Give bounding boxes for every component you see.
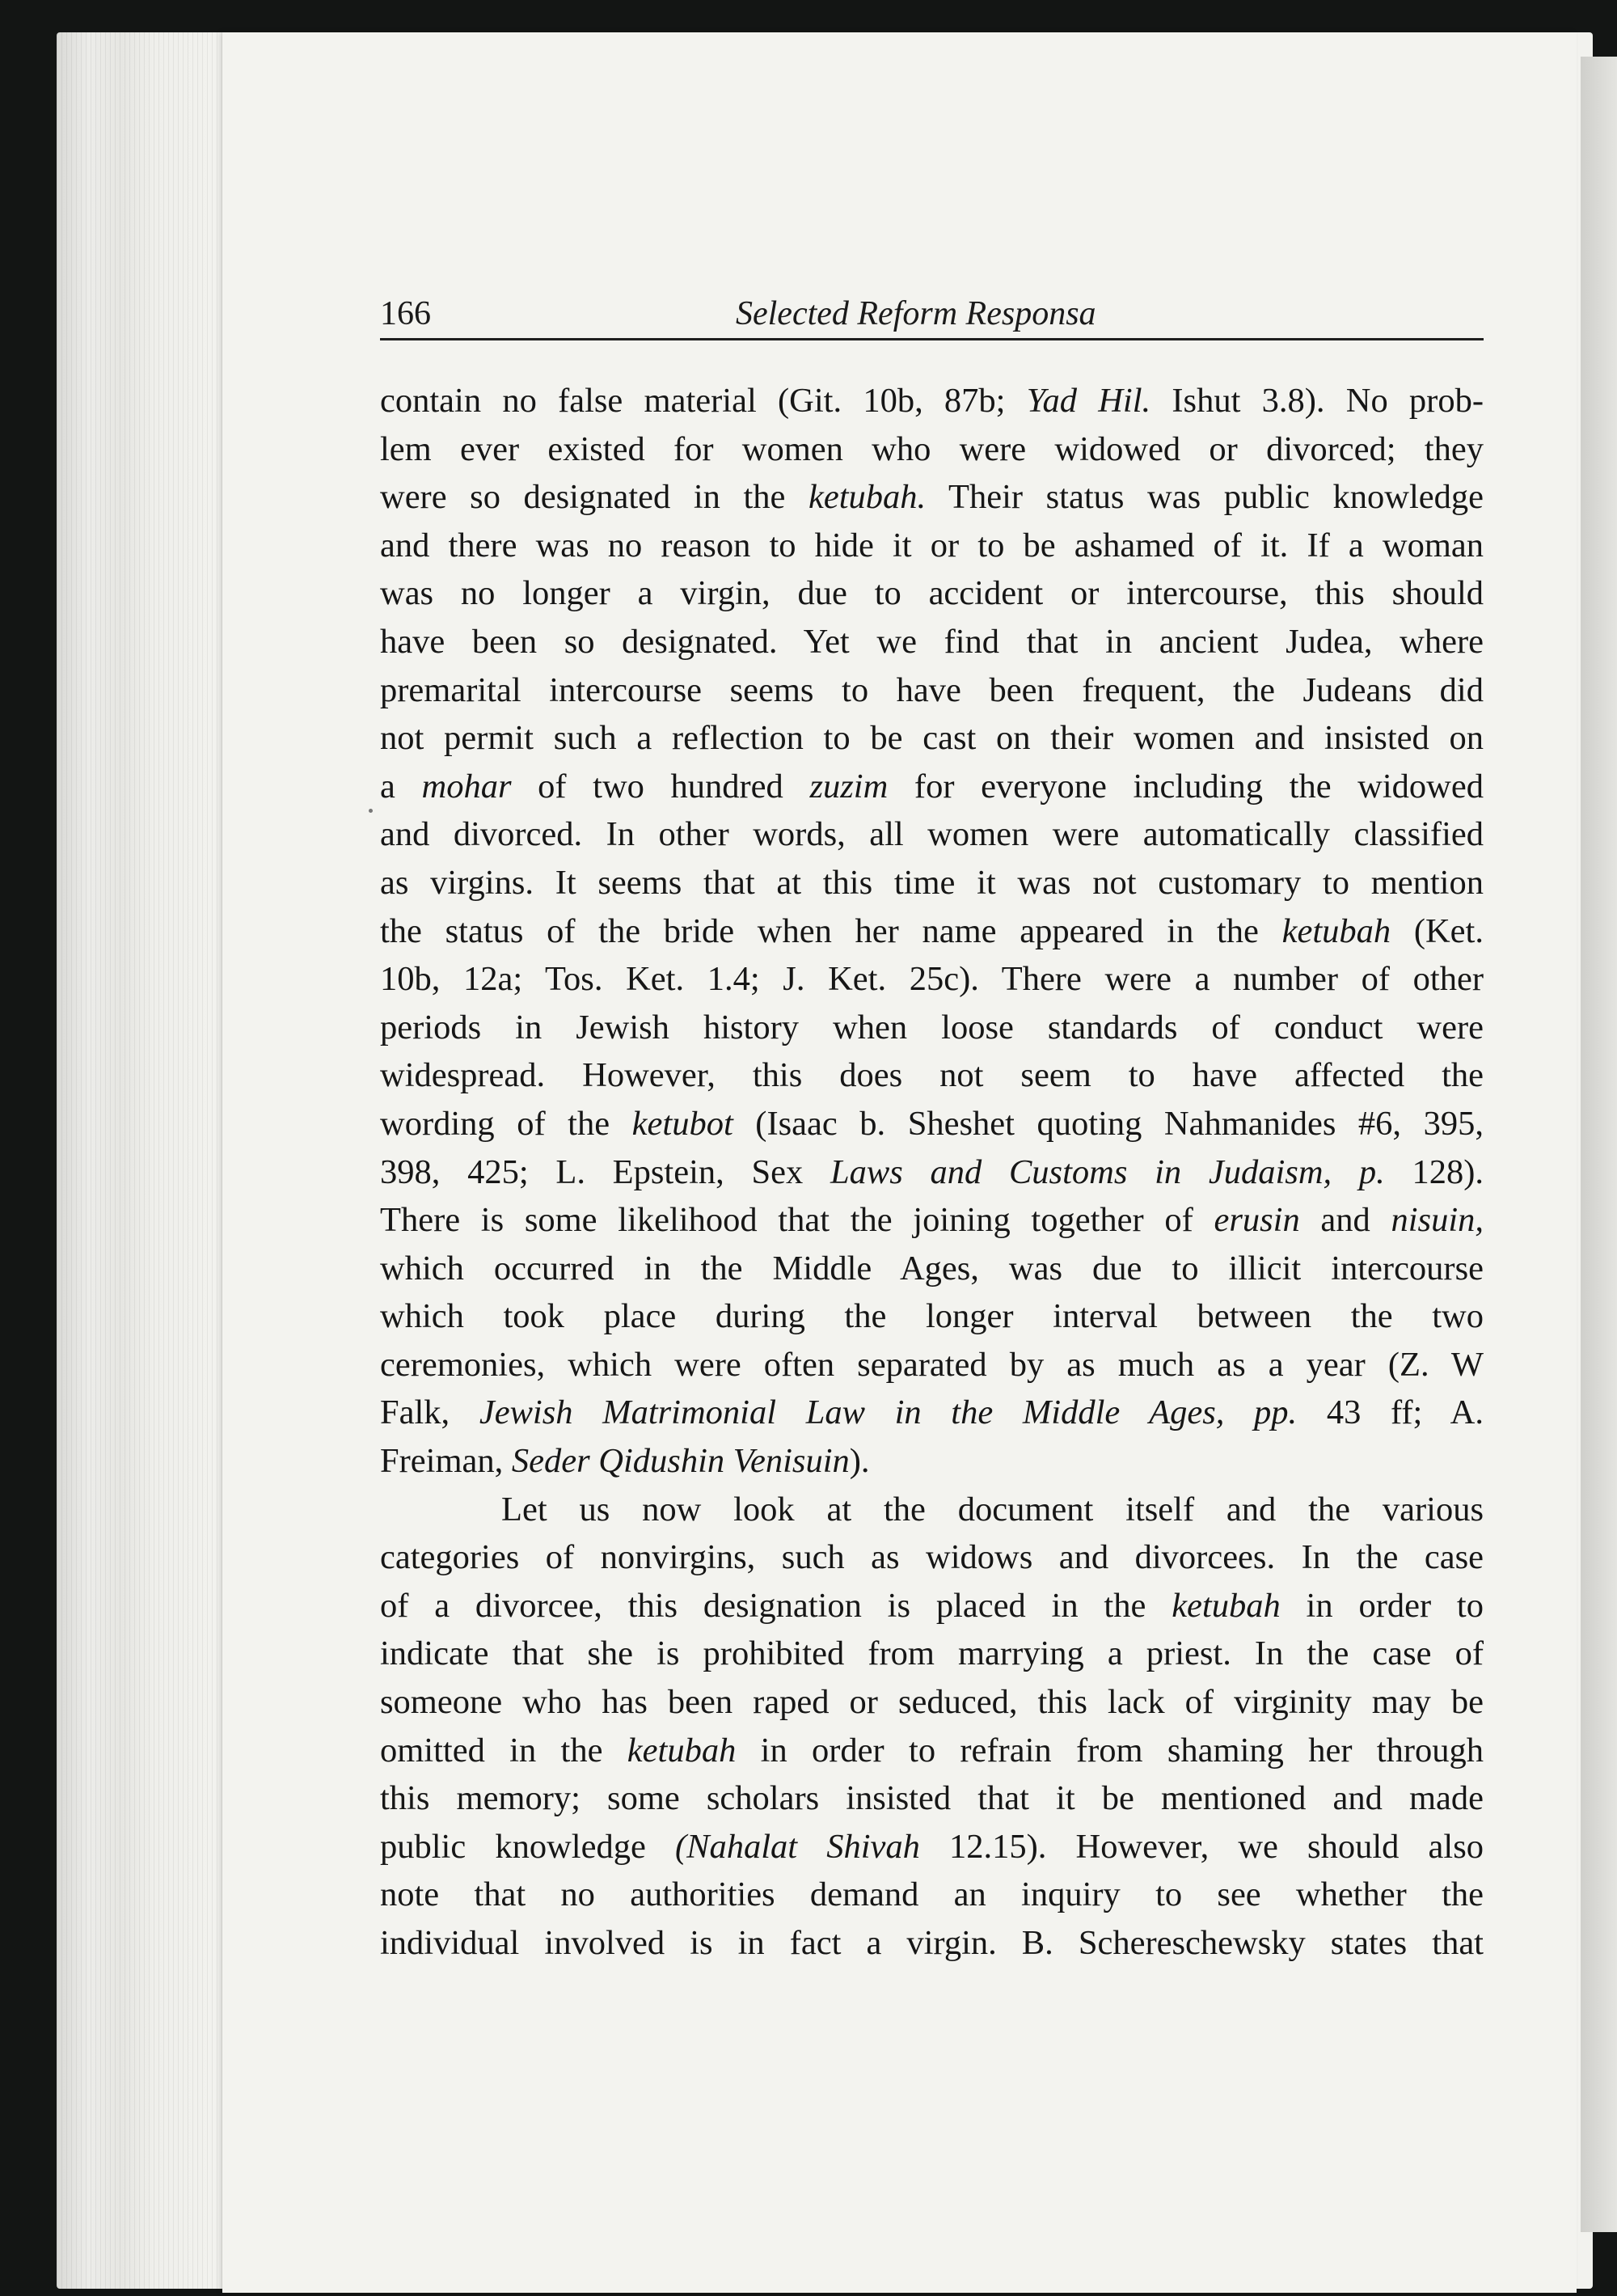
text-line: this memory; some scholars insisted that it be mentioned and made [380,1779,1484,1818]
text-line: was no longer a virgin, due to accident or intercourse, this should [380,574,1484,613]
text-line: have been so designated. Yet we find that in ancient Judea, where [380,622,1484,661]
text-line: categories of nonvirgins, such as widows and divorcees. In the case [380,1538,1484,1577]
text-line: 10b, 12a; Tos. Ket. 1.4; J. Ket. 25c). There were a number of other [380,960,1484,999]
text-line: which took place during the longer interval between the two [380,1297,1484,1336]
text-line: which occurred in the Middle Ages, was due to illicit intercourse [380,1249,1484,1288]
text-line: of a divorcee, this designation is placed in the ketubah in order to [380,1586,1484,1625]
text-line: premarital intercourse seems to have been frequent, the Judeans did [380,670,1484,709]
text-line: Let us now look at the document itself and the various [501,1490,1484,1529]
facing-page-edge [1581,57,1617,2232]
text-line: not permit such a reflection to be cast on their women and insisted on [380,719,1484,758]
text-line: a mohar of two hundred zuzim for everyone including the widowed [380,767,1484,806]
text-line: individual involved is in fact a virgin. B. Schereschewsky states that [380,1924,1484,1962]
text-line: Falk, Jewish Matrimonial Law in the Middle Ages, pp. 43 ff; A. [380,1393,1484,1432]
text-line: and divorced. In other words, all women were automatically classified [380,815,1484,854]
running-title: Selected Reform Responsa [736,295,1096,332]
text-line: contain no false material (Git. 10b, 87b; Yad Hil. Ishut 3.8). No prob- [380,382,1484,420]
text-line: were so designated in the ketubah. Their status was public knowledge [380,478,1484,517]
page-number: 166 [380,295,431,332]
text-line: public knowledge (Nahalat Shivah 12.15). However, we should also [380,1827,1484,1866]
text-line: lem ever existed for women who were widowed or divorced; they [380,429,1484,468]
text-line: wording of the ketubot (Isaac b. Sheshet quoting Nahmanides #6, 395, [380,1104,1484,1143]
running-header [380,296,1484,340]
text-line: as virgins. It seems that at this time it was not customary to mention [380,863,1484,902]
margin-mark [369,809,373,813]
text-line: 398, 425; L. Epstein, Sex Laws and Customs in Judaism, p. 128). [380,1152,1484,1191]
text-line: the status of the bride when her name appeared in the ketubah (Ket. [380,911,1484,950]
text-line: omitted in the ketubah in order to refrain from shaming her through [380,1731,1484,1770]
text-line: indicate that she is prohibited from marrying a priest. In the case of [380,1634,1484,1673]
text-line: and there was no reason to hide it or to be ashamed of it. If a woman [380,526,1484,564]
body-text [380,377,1484,1968]
text-line: note that no authorities demand an inquiry to see whether the [380,1875,1484,1914]
text-line: widespread. However, this does not seem to have affected the [380,1056,1484,1095]
text-line: someone who has been raped or seduced, this lack of virginity may be [380,1683,1484,1722]
page-edges [57,32,226,2289]
text-line: ceremonies, which were often separated by as much as a year (Z. W [380,1345,1484,1384]
text-line: periods in Jewish history when loose standards of conduct were [380,1008,1484,1047]
text-line: There is some likelihood that the joining together of erusin and nisuin, [380,1201,1484,1240]
text-line: Freiman, Seder Qidushin Venisuin). [380,1442,870,1481]
